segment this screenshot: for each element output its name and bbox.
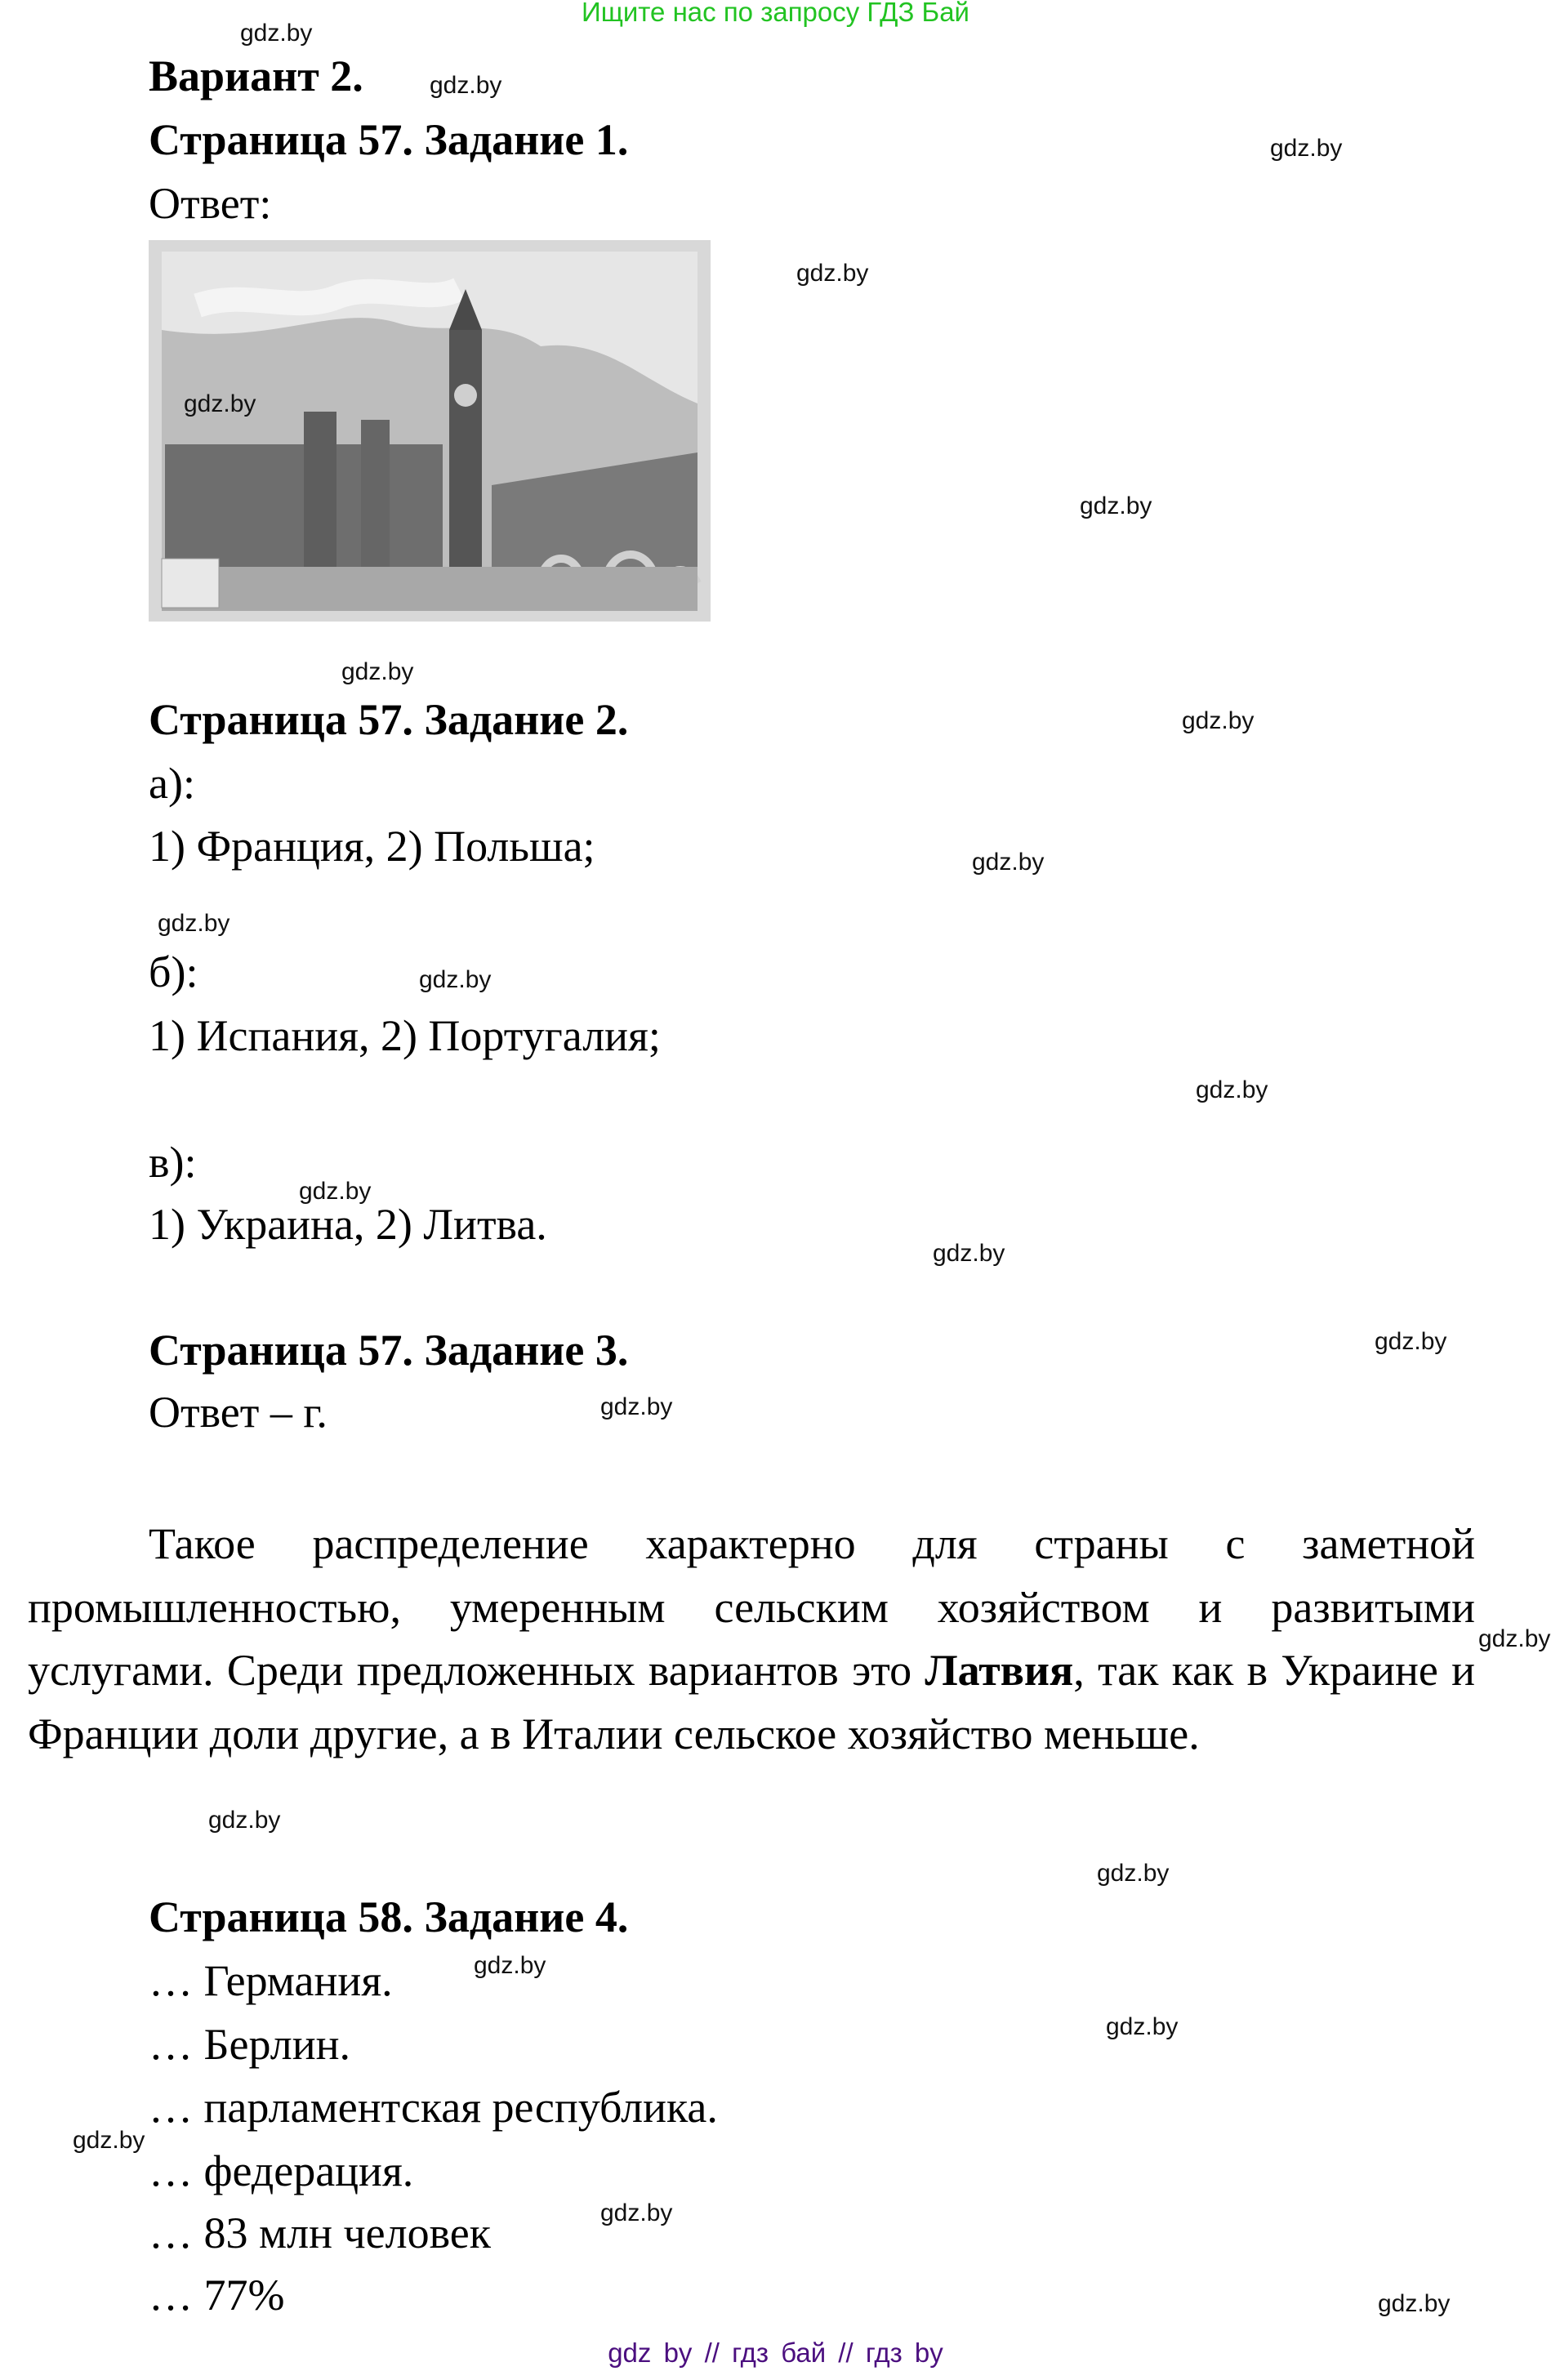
watermark: gdz.by — [796, 260, 869, 287]
task2-a-answer: 1) Франция, 2) Польша; — [149, 822, 595, 871]
watermark: gdz.by — [1375, 1328, 1447, 1355]
task4-line: … Германия. — [149, 1956, 393, 2005]
task1-answer-label: Ответ: — [149, 179, 272, 228]
watermark: gdz.by — [474, 1952, 546, 1979]
watermark: gdz.by — [600, 2199, 673, 2226]
watermark: gdz.by — [933, 1240, 1005, 1267]
watermark: gdz.by — [1270, 135, 1343, 162]
watermark: gdz.by — [158, 910, 230, 937]
watermark: gdz.by — [1196, 1076, 1268, 1103]
watermark: gdz.by — [430, 72, 502, 99]
watermark: gdz.by — [600, 1393, 673, 1420]
watermark: gdz.by — [1378, 2290, 1451, 2317]
task1-title: Страница 57. Задание 1. — [149, 115, 629, 164]
watermark: gdz.by — [73, 2127, 145, 2154]
footer-links: gdz by // гдз бай // гдз by — [608, 2338, 943, 2368]
watermark: gdz.by — [1097, 1860, 1170, 1887]
task2-title: Страница 57. Задание 2. — [149, 695, 629, 744]
task4-line: … 77% — [149, 2271, 285, 2320]
watermark: gdz.by — [299, 1178, 372, 1205]
watermark: gdz.by — [972, 849, 1045, 876]
explanation-text: Такое распределение характерно для страны с заметной промышленностью, умеренным сельским хозяйством и развитыми услугами. Среди предложенных вариантов это — [28, 1519, 1475, 1695]
task2-c-label: в): — [149, 1138, 197, 1187]
watermark: gdz.by — [1182, 707, 1255, 734]
task4-title: Страница 58. Задание 4. — [149, 1892, 629, 1941]
task3-answer: Ответ – г. — [149, 1388, 328, 1437]
task4-line: … Берлин. — [149, 2020, 351, 2069]
task4-line: … федерация. — [149, 2146, 414, 2195]
task4-line: … парламентская республика. — [149, 2083, 718, 2132]
watermark: gdz.by — [1106, 2013, 1179, 2040]
task3-explanation — [28, 1513, 1475, 1766]
task4-line: … 83 млн человек — [149, 2208, 491, 2257]
task2-b-label: б): — [149, 947, 198, 996]
variant-title: Вариант 2. — [149, 51, 363, 100]
task2-a-label: а): — [149, 759, 195, 808]
explanation-text-end: , так как в Украине и Франции доли другие, а в Италии сельское хозяйство меньше. — [28, 1646, 1476, 1758]
watermark: gdz.by — [240, 20, 313, 47]
watermark: gdz.by — [1080, 492, 1152, 519]
explanation-highlight: Латвия — [925, 1646, 1074, 1695]
watermark: gdz.by — [184, 390, 256, 417]
watermark: gdz.by — [1478, 1625, 1551, 1652]
watermark: gdz.by — [419, 966, 492, 993]
search-banner: Ищите нас по запросу ГДЗ Бай — [582, 0, 969, 27]
watermark: gdz.by — [341, 658, 414, 685]
big-ben-photo — [149, 240, 711, 622]
task3-title: Страница 57. Задание 3. — [149, 1326, 629, 1375]
task2-c-answer: 1) Украина, 2) Литва. — [149, 1200, 547, 1249]
task2-b-answer: 1) Испания, 2) Португалия; — [149, 1011, 661, 1060]
watermark: gdz.by — [208, 1807, 281, 1834]
